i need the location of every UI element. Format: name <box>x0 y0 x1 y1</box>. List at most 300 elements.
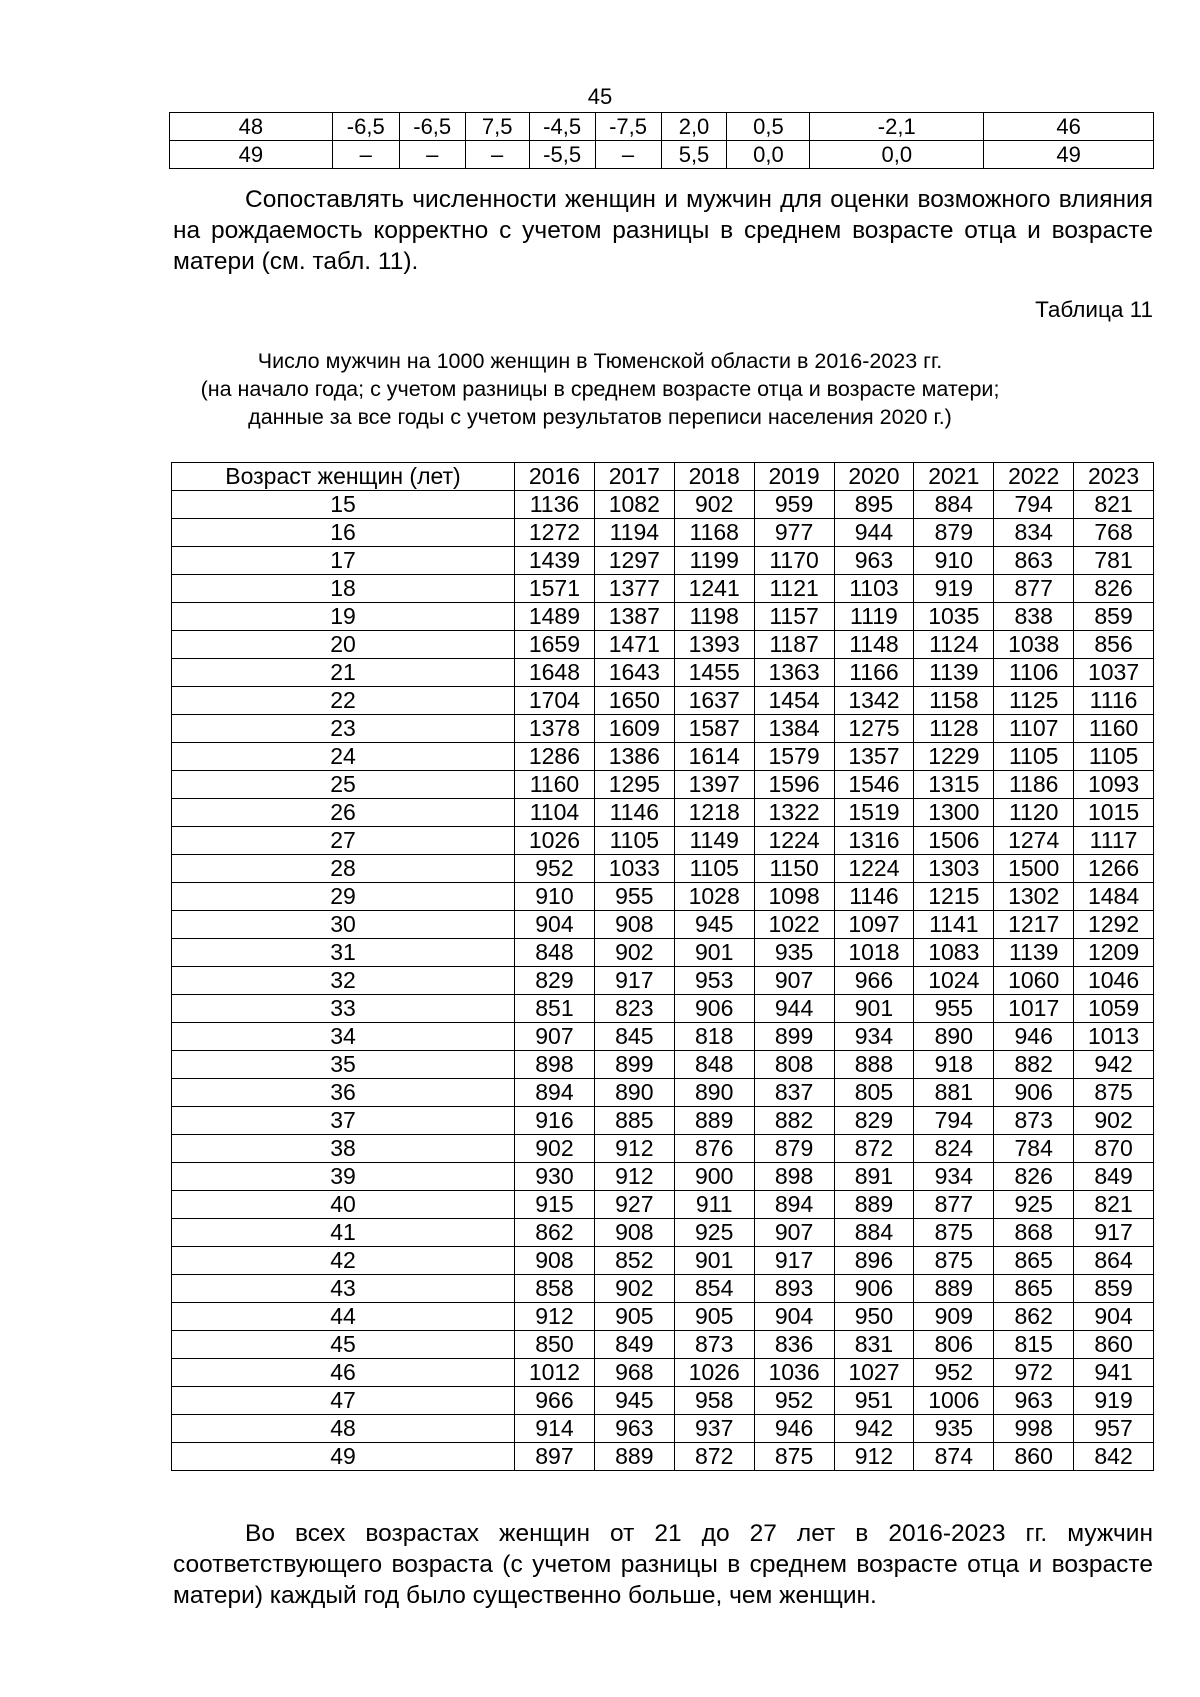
paragraph-intro-text: Сопоставлять численности женщин и мужчин для оценки возможного влияния на рождаемость корректно с учетом разницы в среднем возрасте отца и возрасте матери (см. табл. 11). <box>173 186 1153 275</box>
value-cell: 865 <box>994 1247 1074 1275</box>
value-cell: 934 <box>834 1023 914 1051</box>
table-row <box>172 1219 1154 1247</box>
value-cell: 1018 <box>834 939 914 967</box>
value-cell: 1125 <box>994 687 1074 715</box>
table-cell: 7,5 <box>465 113 529 141</box>
value-cell: 1241 <box>674 575 754 603</box>
value-cell: 910 <box>914 547 994 575</box>
value-cell: 900 <box>674 1163 754 1191</box>
value-cell: 1187 <box>754 631 834 659</box>
value-cell: 1146 <box>594 799 674 827</box>
age-cell: 37 <box>172 1107 515 1135</box>
value-cell: 896 <box>834 1247 914 1275</box>
value-cell: 1097 <box>834 911 914 939</box>
table-row <box>172 1359 1154 1387</box>
value-cell: 794 <box>994 491 1074 519</box>
age-cell: 34 <box>172 1023 515 1051</box>
value-cell: 768 <box>1074 519 1154 547</box>
value-cell: 826 <box>994 1163 1074 1191</box>
value-cell: 1194 <box>594 519 674 547</box>
value-cell: 1012 <box>515 1359 595 1387</box>
age-cell: 30 <box>172 911 515 939</box>
value-cell: 942 <box>1074 1051 1154 1079</box>
age-cell: 20 <box>172 631 515 659</box>
age-cell: 22 <box>172 687 515 715</box>
age-cell: 35 <box>172 1051 515 1079</box>
age-cell: 31 <box>172 939 515 967</box>
value-cell: 906 <box>994 1079 1074 1107</box>
value-cell: 1116 <box>1074 687 1154 715</box>
value-cell: 889 <box>834 1191 914 1219</box>
value-cell: 902 <box>1074 1107 1154 1135</box>
value-cell: 1315 <box>914 771 994 799</box>
table-row <box>172 1415 1154 1443</box>
value-cell: 904 <box>1074 1303 1154 1331</box>
age-cell: 40 <box>172 1191 515 1219</box>
table-cell: -7,5 <box>595 113 661 141</box>
age-cell: 42 <box>172 1247 515 1275</box>
value-cell: 850 <box>515 1331 595 1359</box>
value-cell: 918 <box>914 1051 994 1079</box>
value-cell: 1455 <box>674 659 754 687</box>
value-cell: 882 <box>994 1051 1074 1079</box>
header-year-column: 2023 <box>1074 463 1154 491</box>
value-cell: 901 <box>834 995 914 1023</box>
value-cell: 1297 <box>594 547 674 575</box>
value-cell: 781 <box>1074 547 1154 575</box>
value-cell: 1026 <box>515 827 595 855</box>
value-cell: 808 <box>754 1051 834 1079</box>
table-row <box>172 1275 1154 1303</box>
value-cell: 899 <box>594 1051 674 1079</box>
value-cell: 904 <box>515 911 595 939</box>
table-cell: 46 <box>984 113 1154 141</box>
age-cell: 32 <box>172 967 515 995</box>
table-cell: – <box>595 141 661 169</box>
value-cell: 1286 <box>515 743 595 771</box>
value-cell: 968 <box>594 1359 674 1387</box>
value-cell: 1272 <box>515 519 595 547</box>
value-cell: 1519 <box>834 799 914 827</box>
value-cell: 1489 <box>515 603 595 631</box>
value-cell: 934 <box>914 1163 994 1191</box>
value-cell: 925 <box>994 1191 1074 1219</box>
value-cell: 1119 <box>834 603 914 631</box>
table-cell: -5,5 <box>529 141 595 169</box>
value-cell: 952 <box>754 1387 834 1415</box>
table-row <box>170 141 1154 169</box>
table-row <box>172 771 1154 799</box>
value-cell: 1648 <box>515 659 595 687</box>
value-cell: 1397 <box>674 771 754 799</box>
value-cell: 1168 <box>674 519 754 547</box>
value-cell: 821 <box>1074 491 1154 519</box>
value-cell: 1199 <box>674 547 754 575</box>
value-cell: 860 <box>994 1443 1074 1471</box>
value-cell: 1704 <box>515 687 595 715</box>
value-cell: 1170 <box>754 547 834 575</box>
value-cell: 946 <box>754 1415 834 1443</box>
value-cell: 944 <box>834 519 914 547</box>
value-cell: 919 <box>914 575 994 603</box>
table-row <box>172 547 1154 575</box>
value-cell: 1157 <box>754 603 834 631</box>
value-cell: 902 <box>594 1275 674 1303</box>
value-cell: 966 <box>515 1387 595 1415</box>
value-cell: 1121 <box>754 575 834 603</box>
table-row <box>172 855 1154 883</box>
value-cell: 1484 <box>1074 883 1154 911</box>
table-cell: – <box>399 141 465 169</box>
value-cell: 1166 <box>834 659 914 687</box>
value-cell: 875 <box>754 1443 834 1471</box>
value-cell: 1275 <box>834 715 914 743</box>
value-cell: 1224 <box>834 855 914 883</box>
table-row <box>172 883 1154 911</box>
value-cell: 910 <box>515 883 595 911</box>
age-cell: 41 <box>172 1219 515 1247</box>
value-cell: 1139 <box>914 659 994 687</box>
age-cell: 46 <box>172 1359 515 1387</box>
table-row <box>172 967 1154 995</box>
value-cell: 872 <box>834 1135 914 1163</box>
value-cell: 890 <box>594 1079 674 1107</box>
value-cell: 862 <box>994 1303 1074 1331</box>
value-cell: 1038 <box>994 631 1074 659</box>
value-cell: 893 <box>754 1275 834 1303</box>
header-year-column: 2018 <box>674 463 754 491</box>
value-cell: 963 <box>994 1387 1074 1415</box>
header-year-column: 2019 <box>754 463 834 491</box>
age-cell: 44 <box>172 1303 515 1331</box>
value-cell: 898 <box>515 1051 595 1079</box>
value-cell: 1393 <box>674 631 754 659</box>
age-cell: 24 <box>172 743 515 771</box>
value-cell: 860 <box>1074 1331 1154 1359</box>
value-cell: 889 <box>914 1275 994 1303</box>
value-cell: 1643 <box>594 659 674 687</box>
age-cell: 47 <box>172 1387 515 1415</box>
age-cell: 39 <box>172 1163 515 1191</box>
value-cell: 966 <box>834 967 914 995</box>
value-cell: 906 <box>674 995 754 1023</box>
table-row <box>172 743 1154 771</box>
age-cell: 19 <box>172 603 515 631</box>
paragraph-conclusion-text: Во всех возрастах женщин от 21 до 27 лет в 2016-2023 гг. мужчин соответствующего возраста (с учетом разницы в среднем возрасте отца и возрасте матери) каждый год было существенно больше, чем женщин. <box>173 1520 1153 1609</box>
table-row <box>172 1247 1154 1275</box>
value-cell: 876 <box>674 1135 754 1163</box>
header-year-column: 2021 <box>914 463 994 491</box>
value-cell: 805 <box>834 1079 914 1107</box>
value-cell: 879 <box>754 1135 834 1163</box>
table-cell: 0,0 <box>810 141 984 169</box>
caption-line-2: (на начало года; с учетом разницы в среднем возрасте отца и возрасте матери; <box>200 377 1000 401</box>
value-cell: 870 <box>1074 1135 1154 1163</box>
value-cell: 1060 <box>994 967 1074 995</box>
value-cell: 898 <box>754 1163 834 1191</box>
value-cell: 897 <box>515 1443 595 1471</box>
value-cell: 1363 <box>754 659 834 687</box>
table-cell: -2,1 <box>810 113 984 141</box>
value-cell: 937 <box>674 1415 754 1443</box>
table-cell: 49 <box>984 141 1154 169</box>
value-cell: 935 <box>754 939 834 967</box>
value-cell: 1609 <box>594 715 674 743</box>
table-cell: 48 <box>170 113 333 141</box>
value-cell: 1224 <box>754 827 834 855</box>
table-row <box>172 575 1154 603</box>
value-cell: 1292 <box>1074 911 1154 939</box>
value-cell: 877 <box>914 1191 994 1219</box>
caption-line-3: данные за все годы с учетом результатов переписи населения 2020 г.) <box>248 405 952 429</box>
value-cell: 784 <box>994 1135 1074 1163</box>
value-cell: 895 <box>834 491 914 519</box>
table-row <box>172 687 1154 715</box>
table-row <box>172 631 1154 659</box>
value-cell: 848 <box>674 1051 754 1079</box>
value-cell: 824 <box>914 1135 994 1163</box>
table-cell: -4,5 <box>529 113 595 141</box>
value-cell: 1136 <box>515 491 595 519</box>
value-cell: 902 <box>594 939 674 967</box>
value-cell: 907 <box>754 967 834 995</box>
value-cell: 1059 <box>1074 995 1154 1023</box>
value-cell: 834 <box>994 519 1074 547</box>
value-cell: 902 <box>515 1135 595 1163</box>
value-cell: 1104 <box>515 799 595 827</box>
value-cell: 1295 <box>594 771 674 799</box>
value-cell: 1506 <box>914 827 994 855</box>
value-cell: 1300 <box>914 799 994 827</box>
age-cell: 49 <box>172 1443 515 1471</box>
value-cell: 1614 <box>674 743 754 771</box>
value-cell: 1637 <box>674 687 754 715</box>
header-year-column: 2016 <box>515 463 595 491</box>
table-row <box>172 491 1154 519</box>
value-cell: 902 <box>674 491 754 519</box>
table-row <box>172 1163 1154 1191</box>
value-cell: 1024 <box>914 967 994 995</box>
table-row <box>170 113 1154 141</box>
value-cell: 907 <box>754 1219 834 1247</box>
value-cell: 906 <box>834 1275 914 1303</box>
value-cell: 914 <box>515 1415 595 1443</box>
value-cell: 977 <box>754 519 834 547</box>
table-row <box>172 603 1154 631</box>
value-cell: 1035 <box>914 603 994 631</box>
value-cell: 888 <box>834 1051 914 1079</box>
age-cell: 28 <box>172 855 515 883</box>
value-cell: 952 <box>515 855 595 883</box>
table-cell: 2,0 <box>661 113 727 141</box>
value-cell: 941 <box>1074 1359 1154 1387</box>
value-cell: 1454 <box>754 687 834 715</box>
value-cell: 1546 <box>834 771 914 799</box>
table-row <box>172 715 1154 743</box>
value-cell: 852 <box>594 1247 674 1275</box>
value-cell: 908 <box>515 1247 595 1275</box>
value-cell: 917 <box>1074 1219 1154 1247</box>
value-cell: 1357 <box>834 743 914 771</box>
value-cell: 1117 <box>1074 827 1154 855</box>
value-cell: 881 <box>914 1079 994 1107</box>
value-cell: 1105 <box>674 855 754 883</box>
header-year-column: 2020 <box>834 463 914 491</box>
value-cell: 1303 <box>914 855 994 883</box>
value-cell: 873 <box>994 1107 1074 1135</box>
table-row <box>172 827 1154 855</box>
value-cell: 1107 <box>994 715 1074 743</box>
value-cell: 875 <box>914 1247 994 1275</box>
value-cell: 1036 <box>754 1359 834 1387</box>
table-cell: 5,5 <box>661 141 727 169</box>
value-cell: 952 <box>914 1359 994 1387</box>
value-cell: 856 <box>1074 631 1154 659</box>
value-cell: 1215 <box>914 883 994 911</box>
value-cell: 946 <box>994 1023 1074 1051</box>
value-cell: 1128 <box>914 715 994 743</box>
value-cell: 945 <box>674 911 754 939</box>
value-cell: 806 <box>914 1331 994 1359</box>
value-cell: 1027 <box>834 1359 914 1387</box>
value-cell: 950 <box>834 1303 914 1331</box>
table-label: Таблица 11 <box>1035 297 1153 322</box>
value-cell: 1037 <box>1074 659 1154 687</box>
paragraph-conclusion <box>173 1518 1153 1611</box>
value-cell: 909 <box>914 1303 994 1331</box>
table-row <box>172 1135 1154 1163</box>
value-cell: 1302 <box>994 883 1074 911</box>
value-cell: 963 <box>834 547 914 575</box>
value-cell: 1026 <box>674 1359 754 1387</box>
page-number: 45 <box>587 84 613 109</box>
previous-table-fragment <box>169 112 1154 169</box>
value-cell: 882 <box>754 1107 834 1135</box>
value-cell: 927 <box>594 1191 674 1219</box>
value-cell: 901 <box>674 1247 754 1275</box>
table-cell: – <box>465 141 529 169</box>
value-cell: 1316 <box>834 827 914 855</box>
value-cell: 1209 <box>1074 939 1154 967</box>
table-row <box>172 1023 1154 1051</box>
value-cell: 865 <box>994 1275 1074 1303</box>
value-cell: 1384 <box>754 715 834 743</box>
age-cell: 29 <box>172 883 515 911</box>
value-cell: 1579 <box>754 743 834 771</box>
value-cell: 930 <box>515 1163 595 1191</box>
table-cell: -6,5 <box>399 113 465 141</box>
age-cell: 26 <box>172 799 515 827</box>
value-cell: 873 <box>674 1331 754 1359</box>
value-cell: 1160 <box>1074 715 1154 743</box>
value-cell: 1103 <box>834 575 914 603</box>
value-cell: 901 <box>674 939 754 967</box>
value-cell: 1033 <box>594 855 674 883</box>
value-cell: 885 <box>594 1107 674 1135</box>
value-cell: 1022 <box>754 911 834 939</box>
value-cell: 831 <box>834 1331 914 1359</box>
header-year-column: 2022 <box>994 463 1074 491</box>
value-cell: 838 <box>994 603 1074 631</box>
value-cell: 845 <box>594 1023 674 1051</box>
value-cell: 1028 <box>674 883 754 911</box>
value-cell: 859 <box>1074 603 1154 631</box>
value-cell: 915 <box>515 1191 595 1219</box>
value-cell: 1342 <box>834 687 914 715</box>
value-cell: 854 <box>674 1275 754 1303</box>
value-cell: 1120 <box>994 799 1074 827</box>
value-cell: 1139 <box>994 939 1074 967</box>
value-cell: 912 <box>834 1443 914 1471</box>
value-cell: 916 <box>515 1107 595 1135</box>
table-row <box>172 1443 1154 1471</box>
age-cell: 25 <box>172 771 515 799</box>
value-cell: 1650 <box>594 687 674 715</box>
value-cell: 899 <box>754 1023 834 1051</box>
value-cell: 912 <box>594 1135 674 1163</box>
table-row <box>172 911 1154 939</box>
value-cell: 925 <box>674 1219 754 1247</box>
value-cell: 826 <box>1074 575 1154 603</box>
table-cell: 0,0 <box>727 141 810 169</box>
value-cell: 958 <box>674 1387 754 1415</box>
value-cell: 1198 <box>674 603 754 631</box>
table-cell: – <box>332 141 399 169</box>
table-row <box>172 519 1154 547</box>
table-cell: 0,5 <box>727 113 810 141</box>
value-cell: 848 <box>515 939 595 967</box>
value-cell: 1471 <box>594 631 674 659</box>
value-cell: 821 <box>1074 1191 1154 1219</box>
table-row <box>172 659 1154 687</box>
value-cell: 972 <box>994 1359 1074 1387</box>
age-cell: 15 <box>172 491 515 519</box>
table-cell: -6,5 <box>332 113 399 141</box>
value-cell: 1098 <box>754 883 834 911</box>
value-cell: 1158 <box>914 687 994 715</box>
value-cell: 1571 <box>515 575 595 603</box>
value-cell: 1386 <box>594 743 674 771</box>
value-cell: 919 <box>1074 1387 1154 1415</box>
age-cell: 23 <box>172 715 515 743</box>
value-cell: 1106 <box>994 659 1074 687</box>
value-cell: 912 <box>515 1303 595 1331</box>
value-cell: 1082 <box>594 491 674 519</box>
value-cell: 1105 <box>1074 743 1154 771</box>
value-cell: 862 <box>515 1219 595 1247</box>
value-cell: 1439 <box>515 547 595 575</box>
value-cell: 863 <box>994 547 1074 575</box>
age-cell: 48 <box>172 1415 515 1443</box>
value-cell: 912 <box>594 1163 674 1191</box>
value-cell: 1146 <box>834 883 914 911</box>
value-cell: 904 <box>754 1303 834 1331</box>
table-row <box>172 1191 1154 1219</box>
value-cell: 849 <box>594 1331 674 1359</box>
value-cell: 998 <box>994 1415 1074 1443</box>
value-cell: 836 <box>754 1331 834 1359</box>
table-header-row <box>172 463 1154 491</box>
value-cell: 858 <box>515 1275 595 1303</box>
table-row <box>172 1303 1154 1331</box>
value-cell: 1229 <box>914 743 994 771</box>
table-row <box>172 1079 1154 1107</box>
value-cell: 890 <box>674 1079 754 1107</box>
table-row <box>172 1051 1154 1079</box>
age-cell: 17 <box>172 547 515 575</box>
value-cell: 917 <box>594 967 674 995</box>
value-cell: 851 <box>515 995 595 1023</box>
